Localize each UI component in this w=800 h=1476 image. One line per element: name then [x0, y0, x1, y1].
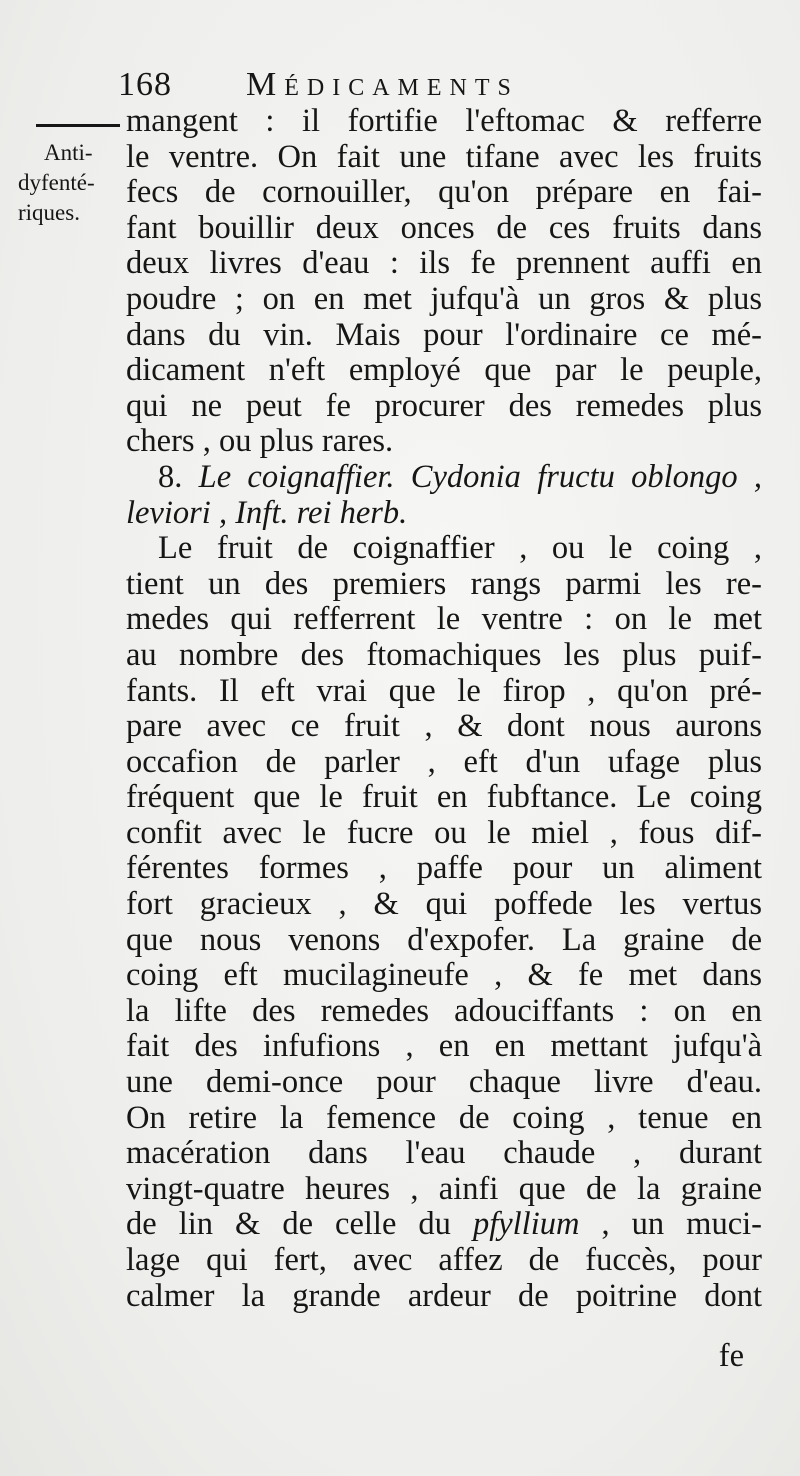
margin-note-line: riques.: [18, 200, 80, 225]
text-line: de lin & de celle du pfyllium , un muci-: [126, 1206, 762, 1243]
section-heading-line: leviori , Inft. rei herb.: [126, 494, 408, 531]
text-line: fréquent que le fruit en fubftance. Le coing: [126, 779, 762, 816]
margin-note-line: Anti-: [44, 140, 93, 165]
text-line: lage qui fert, avec affez de fuccès, pour: [126, 1242, 762, 1278]
text-line: que nous venons d'expofer. La graine de: [126, 921, 762, 958]
text-line: deux livres d'eau : ils fe prennent auffi en: [126, 245, 762, 282]
catchword: fe: [718, 1338, 744, 1374]
text-line: fants. Il eft vrai que le firop , qu'on pré-: [126, 672, 762, 709]
text-line: fecs de cornouiller, qu'on prépare en fai-: [126, 174, 762, 211]
margin-rule: [36, 124, 120, 127]
text-line: mangent : il fortifie l'eftomac & refferre: [126, 103, 762, 139]
text-line: fait des infufions , en en mettant jufqu'à: [126, 1028, 762, 1065]
text-line: medes qui refferrent le ventre : on le met: [126, 601, 762, 638]
text-line: fant bouillir deux onces de ces fruits dans: [126, 209, 762, 246]
text-line: la lifte des remedes adouciffants : on en: [126, 992, 762, 1029]
text-line: Le fruit de coignaffier , ou le coing ,: [158, 530, 762, 567]
section-heading-line: 8. Le coignaffier. Cydonia fructu oblongo ,: [158, 458, 762, 495]
text-line: On retire la femence de coing , tenue en: [126, 1099, 762, 1136]
text-line: macération dans l'eau chaude , durant: [126, 1135, 762, 1172]
text-line: vingt-quatre heures , ainfi que de la graine: [126, 1170, 762, 1207]
margin-note-line: dyfenté-: [18, 170, 95, 195]
text-line: poudre ; on en met jufqu'à un gros & plus: [126, 280, 762, 317]
text-line: occafion de parler , eft d'un ufage plus: [126, 743, 762, 780]
text-line: dans du vin. Mais pour l'ordinaire ce mé-: [126, 316, 762, 353]
text-line: fort gracieux , & qui poffede les vertus: [126, 886, 762, 923]
text-line: dicament n'eft employé que par le peuple,: [126, 352, 762, 389]
page-number: 168: [118, 66, 172, 103]
text-line: qui ne peut fe procurer des remedes plus: [126, 387, 762, 424]
margin-note: [18, 138, 122, 228]
text-line: coing eft mucilagineufe , & fe met dans: [126, 957, 762, 994]
text-line: tient un des premiers rangs parmi les re-: [126, 565, 762, 602]
body-text: [126, 104, 762, 1314]
text-line: chers , ou plus rares.: [126, 423, 394, 460]
text-line: calmer la grande ardeur de poitrine dont: [126, 1277, 762, 1314]
text-line: au nombre des ftomachiques les plus puif-: [126, 636, 762, 673]
running-title: Médicaments: [246, 66, 519, 103]
text-line: confit avec le fucre ou le miel , fous dif-: [126, 814, 762, 851]
text-line: une demi-once pour chaque livre d'eau.: [126, 1064, 762, 1101]
text-line: pare avec ce fruit , & dont nous aurons: [126, 708, 762, 745]
text-line: férentes formes , paffe pour un aliment: [126, 850, 762, 887]
text-line: le ventre. On fait une tifane avec les fruits: [126, 138, 762, 175]
